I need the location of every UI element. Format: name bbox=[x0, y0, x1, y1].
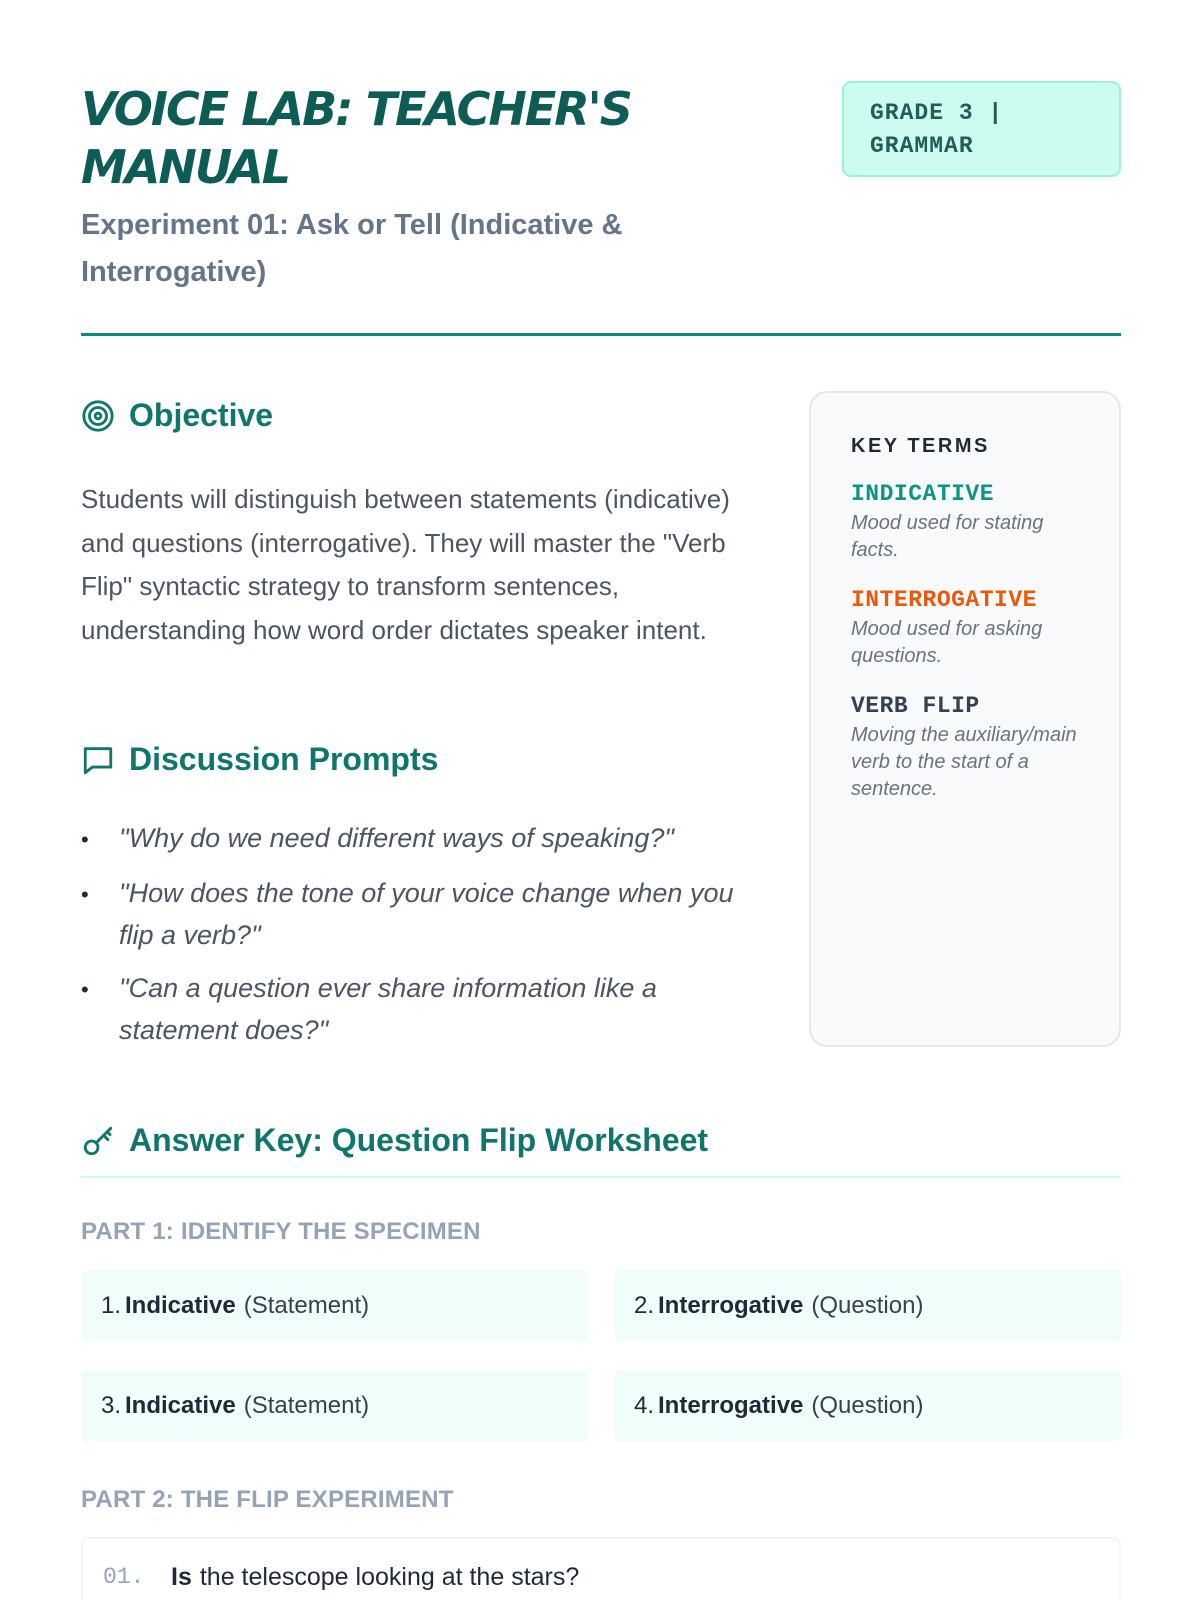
key-term-verb-flip: VERB FLIP bbox=[851, 693, 980, 719]
page-header bbox=[81, 80, 1121, 336]
page-subtitle: Experiment 01: Ask or Tell (Indicative & Interrogative) bbox=[81, 209, 623, 288]
objective-heading-label: Objective bbox=[129, 397, 274, 433]
divider bbox=[81, 1176, 1121, 1178]
objective-text: Students will distinguish between statements (indicative) and questions (interrogative). They will master the "Verb Flip" syntactic strategy to transform sentences, understanding how word order dictates speaker intent. bbox=[81, 484, 730, 645]
page-title: VOICE LAB: TEACHER'S MANUAL bbox=[81, 82, 631, 194]
discussion-heading-label: Discussion Prompts bbox=[129, 741, 439, 777]
key-term-definition: Mood used for asking questions. bbox=[851, 618, 1043, 667]
flip-row bbox=[81, 1537, 1121, 1600]
answer-key-heading bbox=[81, 1122, 708, 1159]
key-icon bbox=[81, 1124, 115, 1158]
key-terms-panel bbox=[809, 391, 1121, 1047]
target-icon bbox=[81, 399, 115, 433]
list-item: • "Why do we need different ways of speaking?" bbox=[81, 823, 674, 853]
chat-bubble-icon bbox=[81, 743, 115, 777]
flip-row-text: the telescope looking at the stars? bbox=[199, 1562, 580, 1591]
part2-label: PART 2: THE FLIP EXPERIMENT bbox=[81, 1486, 454, 1513]
answer-card: 4. Interrogative (Question) bbox=[614, 1370, 1121, 1441]
flip-row-verb: Is bbox=[171, 1562, 192, 1591]
answer-card: 1. Indicative (Statement) bbox=[81, 1270, 588, 1341]
part1-label: PART 1: IDENTIFY THE SPECIMEN bbox=[81, 1218, 481, 1245]
grade-badge: GRADE 3 | GRAMMAR bbox=[842, 81, 1121, 177]
discussion-prompt-list bbox=[81, 818, 741, 1063]
key-terms-title: KEY TERMS bbox=[851, 435, 990, 457]
discussion-heading bbox=[81, 741, 438, 778]
flip-row-number: 01. bbox=[103, 1564, 145, 1590]
answer-key-heading-label: Answer Key: Question Flip Worksheet bbox=[129, 1122, 709, 1158]
key-term-definition: Moving the auxiliary/main verb to the start of a sentence. bbox=[851, 724, 1077, 800]
answer-card: 3. Indicative (Statement) bbox=[81, 1370, 588, 1441]
answer-card: 2. Interrogative (Question) bbox=[614, 1270, 1121, 1341]
list-item: • "How does the tone of your voice change when you flip a verb?" bbox=[81, 878, 734, 950]
key-term-interrogative: INTERROGATIVE bbox=[851, 587, 1037, 613]
objective-heading bbox=[81, 397, 273, 434]
key-term-definition: Mood used for stating facts. bbox=[851, 512, 1044, 561]
list-item: • "Can a question ever share information like a statement does?" bbox=[81, 973, 657, 1045]
key-term-indicative: INDICATIVE bbox=[851, 481, 995, 507]
